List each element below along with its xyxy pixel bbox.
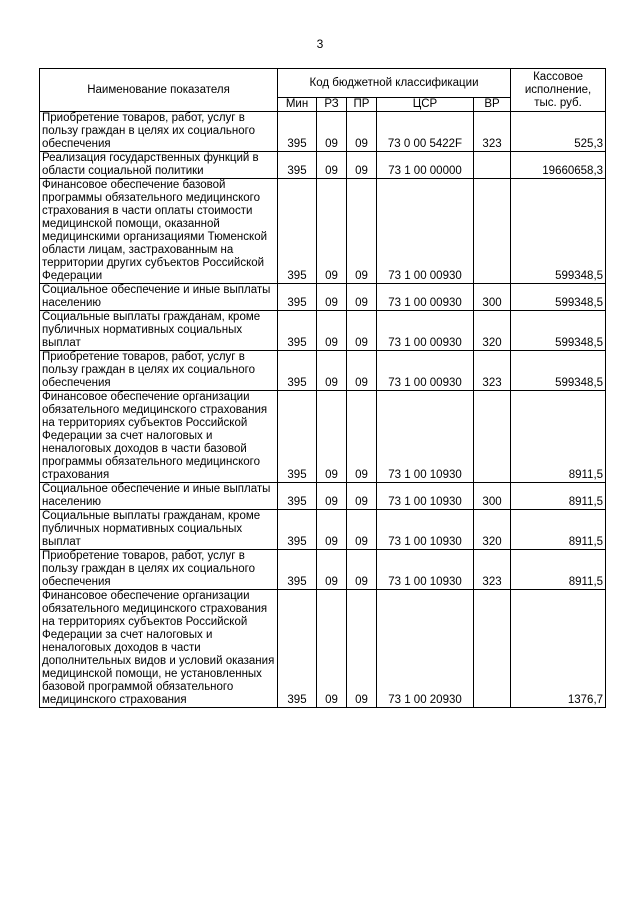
cell-vr: 323 bbox=[474, 351, 511, 391]
table-row bbox=[40, 284, 606, 311]
cell-amount: 599348,5 bbox=[511, 179, 606, 284]
cell-vr: 323 bbox=[474, 550, 511, 590]
cell-vr bbox=[474, 152, 511, 179]
cell-csr: 73 1 00 00930 bbox=[377, 179, 474, 284]
cell-pr: 09 bbox=[347, 483, 377, 510]
cell-min: 395 bbox=[278, 284, 317, 311]
cell-pr: 09 bbox=[347, 284, 377, 311]
header-vr: ВР bbox=[474, 98, 511, 112]
cell-csr: 73 1 00 10930 bbox=[377, 510, 474, 550]
table-row bbox=[40, 112, 606, 152]
cell-csr: 73 1 00 10930 bbox=[377, 391, 474, 483]
cell-amount: 525,3 bbox=[511, 112, 606, 152]
table-body bbox=[40, 112, 606, 708]
cell-vr bbox=[474, 590, 511, 708]
cell-vr bbox=[474, 179, 511, 284]
cell-rz: 09 bbox=[317, 510, 347, 550]
cell-rz: 09 bbox=[317, 483, 347, 510]
cell-name: Финансовое обеспечение базовой программы обязательного медицинского страхования в части оплаты стоимости медицинской помощи, оказанной медицинскими организациями Тюменской области лицам, застрахованным на территории других субъектов Российской Федерации bbox=[40, 179, 278, 284]
cell-csr: 73 1 00 00930 bbox=[377, 351, 474, 391]
cell-name: Социальные выплаты гражданам, кроме публичных нормативных социальных выплат bbox=[40, 311, 278, 351]
table-row bbox=[40, 550, 606, 590]
cell-name: Приобретение товаров, работ, услуг в пользу граждан в целях их социального обеспечения bbox=[40, 351, 278, 391]
cell-vr: 323 bbox=[474, 112, 511, 152]
cell-name: Приобретение товаров, работ, услуг в пользу граждан в целях их социального обеспечения bbox=[40, 112, 278, 152]
page-number: 3 bbox=[316, 37, 324, 51]
table-row bbox=[40, 311, 606, 351]
table-row bbox=[40, 152, 606, 179]
cell-rz: 09 bbox=[317, 284, 347, 311]
cell-min: 395 bbox=[278, 391, 317, 483]
header-min: Мин bbox=[278, 98, 317, 112]
cell-pr: 09 bbox=[347, 351, 377, 391]
cell-rz: 09 bbox=[317, 391, 347, 483]
table-row bbox=[40, 483, 606, 510]
cell-amount: 599348,5 bbox=[511, 311, 606, 351]
cell-amount: 599348,5 bbox=[511, 351, 606, 391]
table-row bbox=[40, 590, 606, 708]
cell-csr: 73 1 00 20930 bbox=[377, 590, 474, 708]
header-csr: ЦСР bbox=[377, 98, 474, 112]
cell-min: 395 bbox=[278, 179, 317, 284]
cell-pr: 09 bbox=[347, 550, 377, 590]
cell-vr: 320 bbox=[474, 311, 511, 351]
header-pr: ПР bbox=[347, 98, 377, 112]
cell-rz: 09 bbox=[317, 179, 347, 284]
cell-min: 395 bbox=[278, 311, 317, 351]
cell-pr: 09 bbox=[347, 311, 377, 351]
cell-vr: 300 bbox=[474, 483, 511, 510]
cell-min: 395 bbox=[278, 550, 317, 590]
cell-csr: 73 1 00 10930 bbox=[377, 550, 474, 590]
cell-rz: 09 bbox=[317, 311, 347, 351]
cell-rz: 09 bbox=[317, 152, 347, 179]
table-row bbox=[40, 391, 606, 483]
cell-name: Реализация государственных функций в области социальной политики bbox=[40, 152, 278, 179]
cell-amount: 8911,5 bbox=[511, 510, 606, 550]
cell-vr bbox=[474, 391, 511, 483]
cell-min: 395 bbox=[278, 351, 317, 391]
cell-rz: 09 bbox=[317, 351, 347, 391]
header-row bbox=[40, 69, 606, 98]
cell-name: Социальные выплаты гражданам, кроме публичных нормативных социальных выплат bbox=[40, 510, 278, 550]
budget-table bbox=[39, 68, 606, 708]
cell-vr: 300 bbox=[474, 284, 511, 311]
cell-amount: 599348,5 bbox=[511, 284, 606, 311]
cell-min: 395 bbox=[278, 112, 317, 152]
header-name: Наименование показателя bbox=[40, 69, 278, 112]
cell-amount: 8911,5 bbox=[511, 483, 606, 510]
cell-pr: 09 bbox=[347, 179, 377, 284]
cell-csr: 73 1 00 00000 bbox=[377, 152, 474, 179]
cell-pr: 09 bbox=[347, 152, 377, 179]
cell-rz: 09 bbox=[317, 550, 347, 590]
header-execution: Кассовое исполнение, тыс. руб. bbox=[511, 69, 606, 112]
cell-rz: 09 bbox=[317, 112, 347, 152]
cell-name: Финансовое обеспечение организации обязательного медицинского страхования на территориях субъектов Российской Федерации за счет налоговых и неналоговых доходов в части базовой программы обязательного медицинского страхования bbox=[40, 391, 278, 483]
cell-pr: 09 bbox=[347, 590, 377, 708]
cell-min: 395 bbox=[278, 483, 317, 510]
header-rz: РЗ bbox=[317, 98, 347, 112]
cell-amount: 19660658,3 bbox=[511, 152, 606, 179]
cell-name: Социальное обеспечение и иные выплаты населению bbox=[40, 483, 278, 510]
cell-csr: 73 0 00 5422F bbox=[377, 112, 474, 152]
cell-csr: 73 1 00 10930 bbox=[377, 483, 474, 510]
cell-rz: 09 bbox=[317, 590, 347, 708]
cell-min: 395 bbox=[278, 152, 317, 179]
cell-name: Социальное обеспечение и иные выплаты населению bbox=[40, 284, 278, 311]
cell-csr: 73 1 00 00930 bbox=[377, 311, 474, 351]
cell-vr: 320 bbox=[474, 510, 511, 550]
cell-amount: 8911,5 bbox=[511, 550, 606, 590]
table-row bbox=[40, 510, 606, 550]
cell-pr: 09 bbox=[347, 391, 377, 483]
cell-name: Приобретение товаров, работ, услуг в пользу граждан в целях их социального обеспечения bbox=[40, 550, 278, 590]
table-row bbox=[40, 351, 606, 391]
table-row bbox=[40, 179, 606, 284]
cell-name: Финансовое обеспечение организации обязательного медицинского страхования на территориях субъектов Российской Федерации за счет налоговых и неналоговых доходов в части дополнительных видов и условий оказания медицинской помощи, не установленных базовой программой обязательного медицинского страхования bbox=[40, 590, 278, 708]
cell-amount: 1376,7 bbox=[511, 590, 606, 708]
cell-csr: 73 1 00 00930 bbox=[377, 284, 474, 311]
cell-pr: 09 bbox=[347, 510, 377, 550]
cell-min: 395 bbox=[278, 590, 317, 708]
cell-amount: 8911,5 bbox=[511, 391, 606, 483]
cell-min: 395 bbox=[278, 510, 317, 550]
cell-pr: 09 bbox=[347, 112, 377, 152]
header-code-group: Код бюджетной классификации bbox=[278, 69, 511, 98]
